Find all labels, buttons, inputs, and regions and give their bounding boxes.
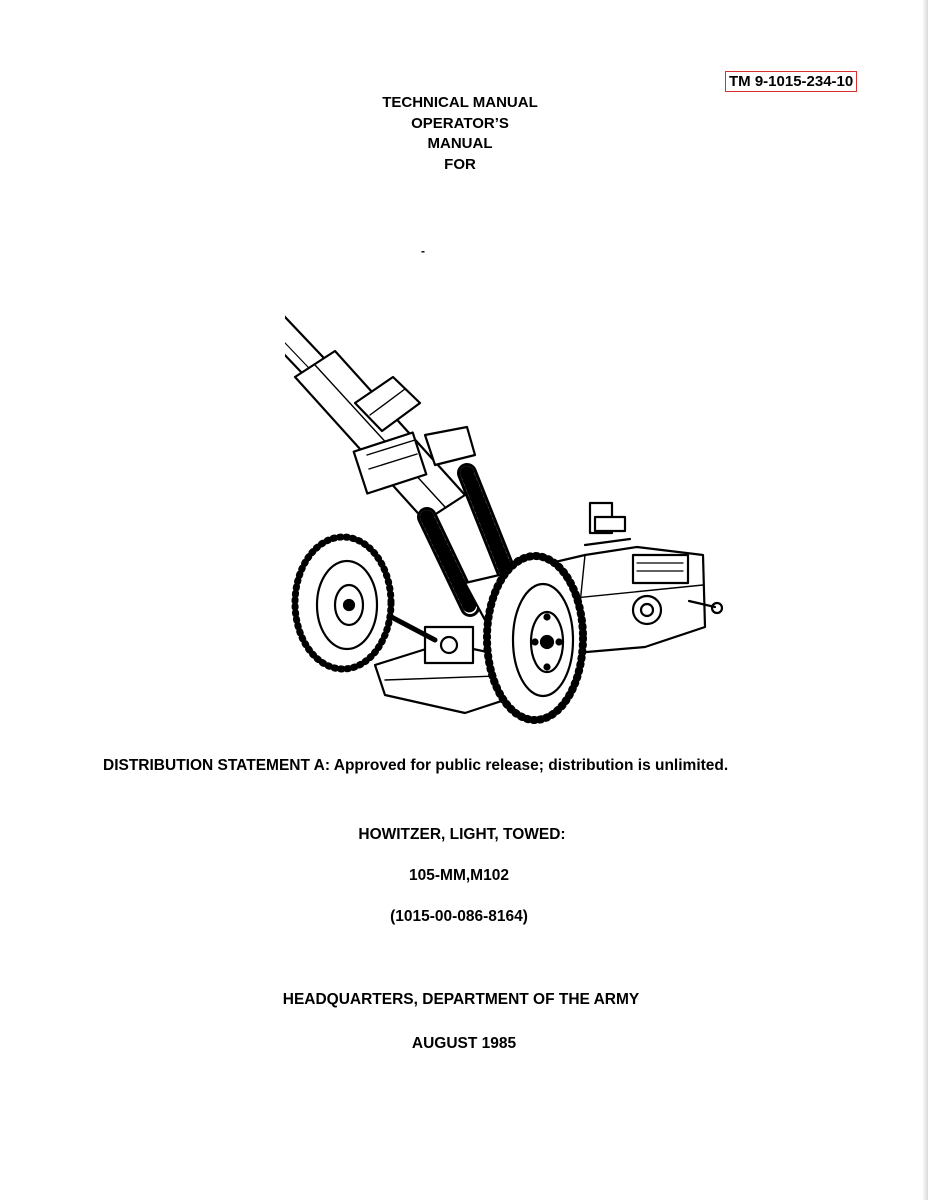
item-name: HOWITZER, LIGHT, TOWED:	[358, 826, 566, 843]
title-line-3: MANUAL	[427, 135, 493, 152]
cradle	[295, 351, 475, 521]
left-wheel	[295, 537, 391, 669]
title-line-2: OPERATOR’S	[411, 114, 509, 132]
title-block	[340, 93, 580, 175]
right-wheel	[487, 556, 583, 720]
stray-mark: -	[421, 244, 425, 258]
publication-date: AUGUST 1985	[411, 1035, 517, 1052]
distribution-statement: DISTRIBUTION STATEMENT A: Approved for public release; distribution is unlimited.	[103, 757, 729, 774]
issuing-authority: HEADQUARTERS, DEPARTMENT OF THE ARMY	[282, 991, 640, 1008]
title-line-1: TECHNICAL MANUAL	[382, 94, 538, 111]
model-designation: 105-MM,M102	[409, 867, 509, 884]
title-line-4: FOR	[444, 155, 476, 173]
national-stock-number: (1015-00-086-8164)	[390, 908, 528, 925]
page-edge-shadow	[922, 0, 928, 1200]
tm-number: TM 9-1015-234-10	[725, 71, 857, 92]
howitzer-illustration	[285, 255, 730, 725]
